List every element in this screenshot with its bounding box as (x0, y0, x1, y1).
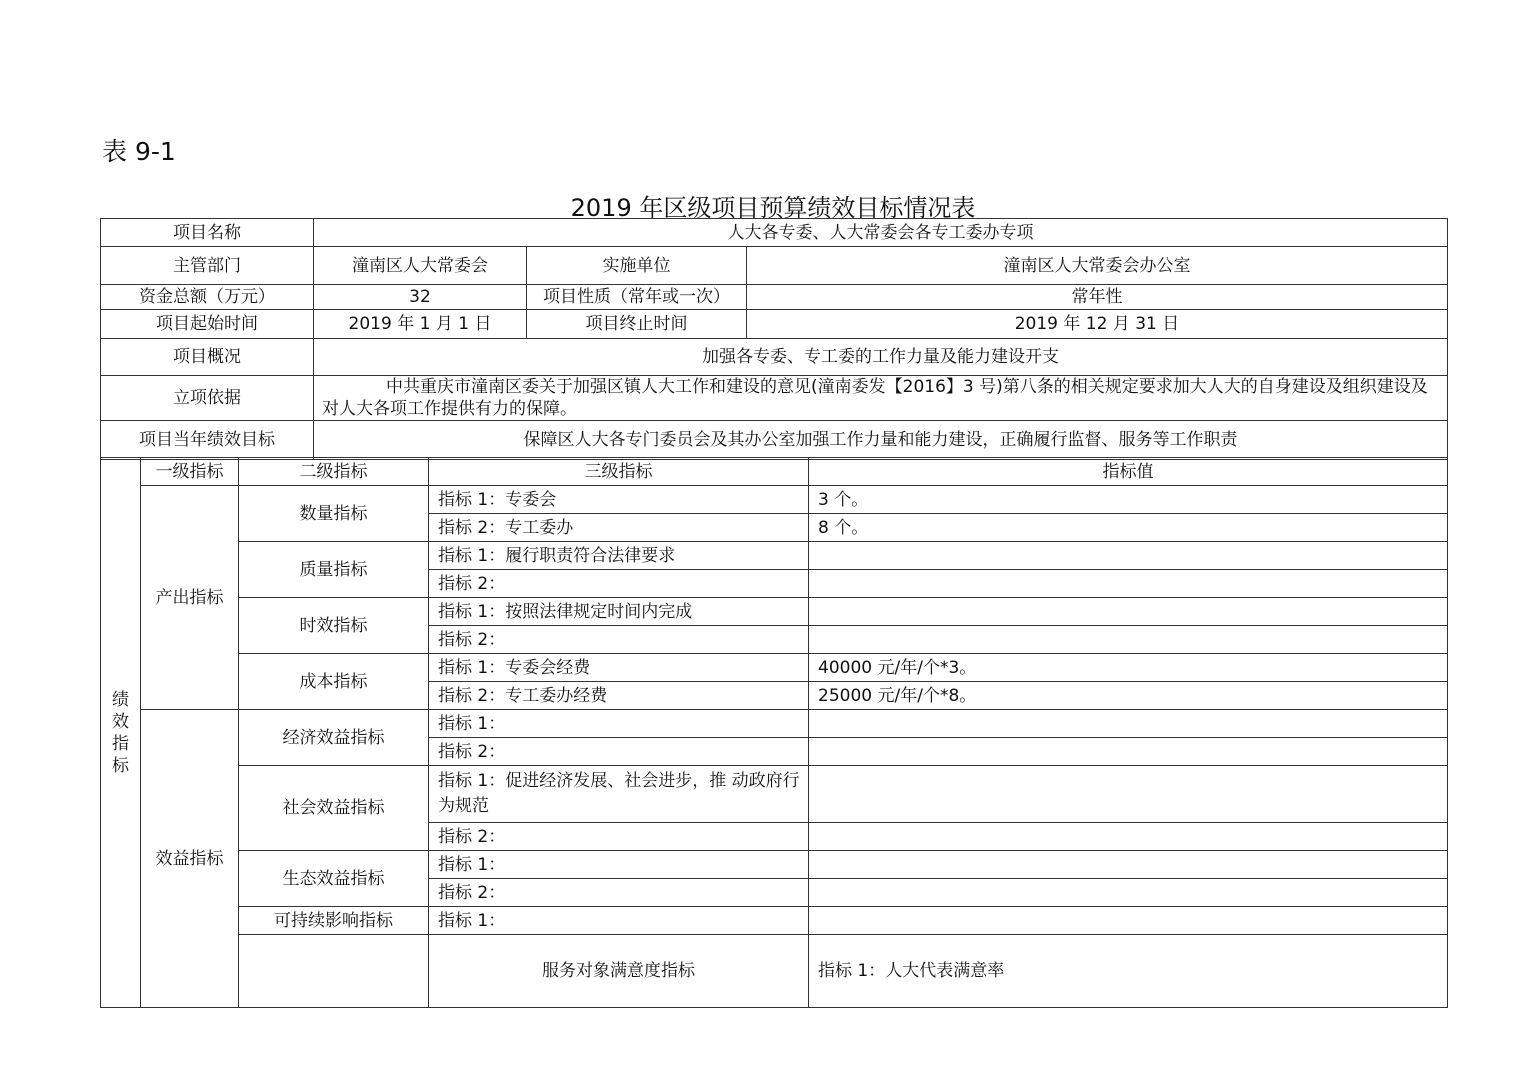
satisfaction-level1-empty (239, 935, 429, 1008)
table-row (101, 486, 1448, 514)
impl-label: 实施单位 (527, 247, 747, 285)
value-cell (809, 879, 1448, 907)
table-row (101, 310, 1448, 339)
header-value: 指标值 (809, 458, 1448, 486)
table-row (101, 376, 1448, 421)
goal-value: 保障区人大各专门委员会及其办公室加强工作力量和能力建设，正确履行监督、服务等工作职责 (314, 421, 1448, 460)
value-cell (809, 598, 1448, 626)
header-level2: 二级指标 (239, 458, 429, 486)
value-cell: 3 个。 (809, 486, 1448, 514)
value-cell (809, 710, 1448, 738)
nature-value: 常年性 (747, 285, 1448, 310)
indicator-cell: 指标 1：履行职责符合法律要求 (429, 542, 809, 570)
sustain-indicator: 可持续影响指标 (239, 907, 429, 935)
table-row (101, 219, 1448, 247)
table-row (101, 247, 1448, 285)
cost-indicator: 成本指标 (239, 654, 429, 710)
project-name-label: 项目名称 (101, 219, 314, 247)
table-row (101, 421, 1448, 460)
value-cell (809, 626, 1448, 654)
goal-label: 项目当年绩效目标 (101, 421, 314, 460)
value-cell: 25000 元/年/个*8。 (809, 682, 1448, 710)
table-row (101, 654, 1448, 682)
value-cell: 8 个。 (809, 514, 1448, 542)
indicator-cell: 指标 1： (429, 710, 809, 738)
indicator-cell: 指标 2：专工委办经费 (429, 682, 809, 710)
perf-side-label-text: 绩效指标 (112, 689, 129, 776)
indicator-cell: 指标 2： (429, 738, 809, 766)
table-row (101, 851, 1448, 879)
ecological-indicator: 生态效益指标 (239, 851, 429, 907)
perf-side-label (101, 458, 141, 1008)
table-row (101, 935, 1448, 1008)
performance-table (100, 457, 1448, 1008)
indicator-cell: 指标 2： (429, 879, 809, 907)
project-info-table (100, 218, 1448, 460)
basis-label: 立项依据 (101, 376, 314, 421)
indicator-cell: 指标 2： (429, 823, 809, 851)
value-cell (809, 907, 1448, 935)
value-cell: 40000 元/年/个*3。 (809, 654, 1448, 682)
fund-label: 资金总额（万元） (101, 285, 314, 310)
quantity-indicator: 数量指标 (239, 486, 429, 542)
nature-label: 项目性质（常年或一次） (527, 285, 747, 310)
value-cell (809, 851, 1448, 879)
value-cell (809, 766, 1448, 823)
indicator-cell: 指标 1：人大代表满意率 (809, 935, 1448, 1008)
fund-value: 32 (314, 285, 527, 310)
indicator-cell: 指标 1：促进经济发展、社会进步，推 动政府行为规范 (429, 766, 809, 823)
indicator-cell: 指标 1： (429, 907, 809, 935)
header-level1: 一级指标 (141, 458, 239, 486)
impl-value: 潼南区人大常委会办公室 (747, 247, 1448, 285)
table-row (101, 766, 1448, 823)
table-row (101, 458, 1448, 486)
table-row (101, 285, 1448, 310)
header-level3: 三级指标 (429, 458, 809, 486)
table-row (101, 542, 1448, 570)
indicator-cell: 指标 2：专工委办 (429, 514, 809, 542)
satisfaction-indicator: 服务对象满意度指标 (429, 935, 809, 1008)
table-row (101, 710, 1448, 738)
start-label: 项目起始时间 (101, 310, 314, 339)
end-value: 2019 年 12 月 31 日 (747, 310, 1448, 339)
document-title: 2019 年区级项目预算绩效目标情况表 (570, 194, 976, 222)
indicator-cell: 指标 1：专委会经费 (429, 654, 809, 682)
output-indicator: 产出指标 (141, 486, 239, 710)
indicator-cell: 指标 2： (429, 626, 809, 654)
indicator-cell: 指标 1： (429, 851, 809, 879)
quality-indicator: 质量指标 (239, 542, 429, 598)
document-label: 表 9-1 (102, 137, 176, 166)
table-row (101, 598, 1448, 626)
start-value: 2019 年 1 月 1 日 (314, 310, 527, 339)
value-cell (809, 823, 1448, 851)
economic-indicator: 经济效益指标 (239, 710, 429, 766)
dept-label: 主管部门 (101, 247, 314, 285)
overview-value: 加强各专委、专工委的工作力量及能力建设开支 (314, 339, 1448, 376)
timeliness-indicator: 时效指标 (239, 598, 429, 654)
basis-value: 中共重庆市潼南区委关于加强区镇人大工作和建设的意见(潼南委发【2016】3 号)第八条的相关规定要求加大人大的自身建设及组织建设及对人大各项工作提供有力的保障。 (314, 376, 1448, 421)
project-name-value: 人大各专委、人大常委会各专工委办专项 (314, 219, 1448, 247)
end-label: 项目终止时间 (527, 310, 747, 339)
indicator-cell: 指标 1：按照法律规定时间内完成 (429, 598, 809, 626)
indicator-cell: 指标 2： (429, 570, 809, 598)
dept-value: 潼南区人大常委会 (314, 247, 527, 285)
social-indicator: 社会效益指标 (239, 766, 429, 851)
benefit-indicator: 效益指标 (141, 710, 239, 1008)
overview-label: 项目概况 (101, 339, 314, 376)
table-row (101, 907, 1448, 935)
value-cell (809, 542, 1448, 570)
indicator-cell: 指标 1：专委会 (429, 486, 809, 514)
value-cell (809, 570, 1448, 598)
value-cell (809, 738, 1448, 766)
table-row (101, 339, 1448, 376)
